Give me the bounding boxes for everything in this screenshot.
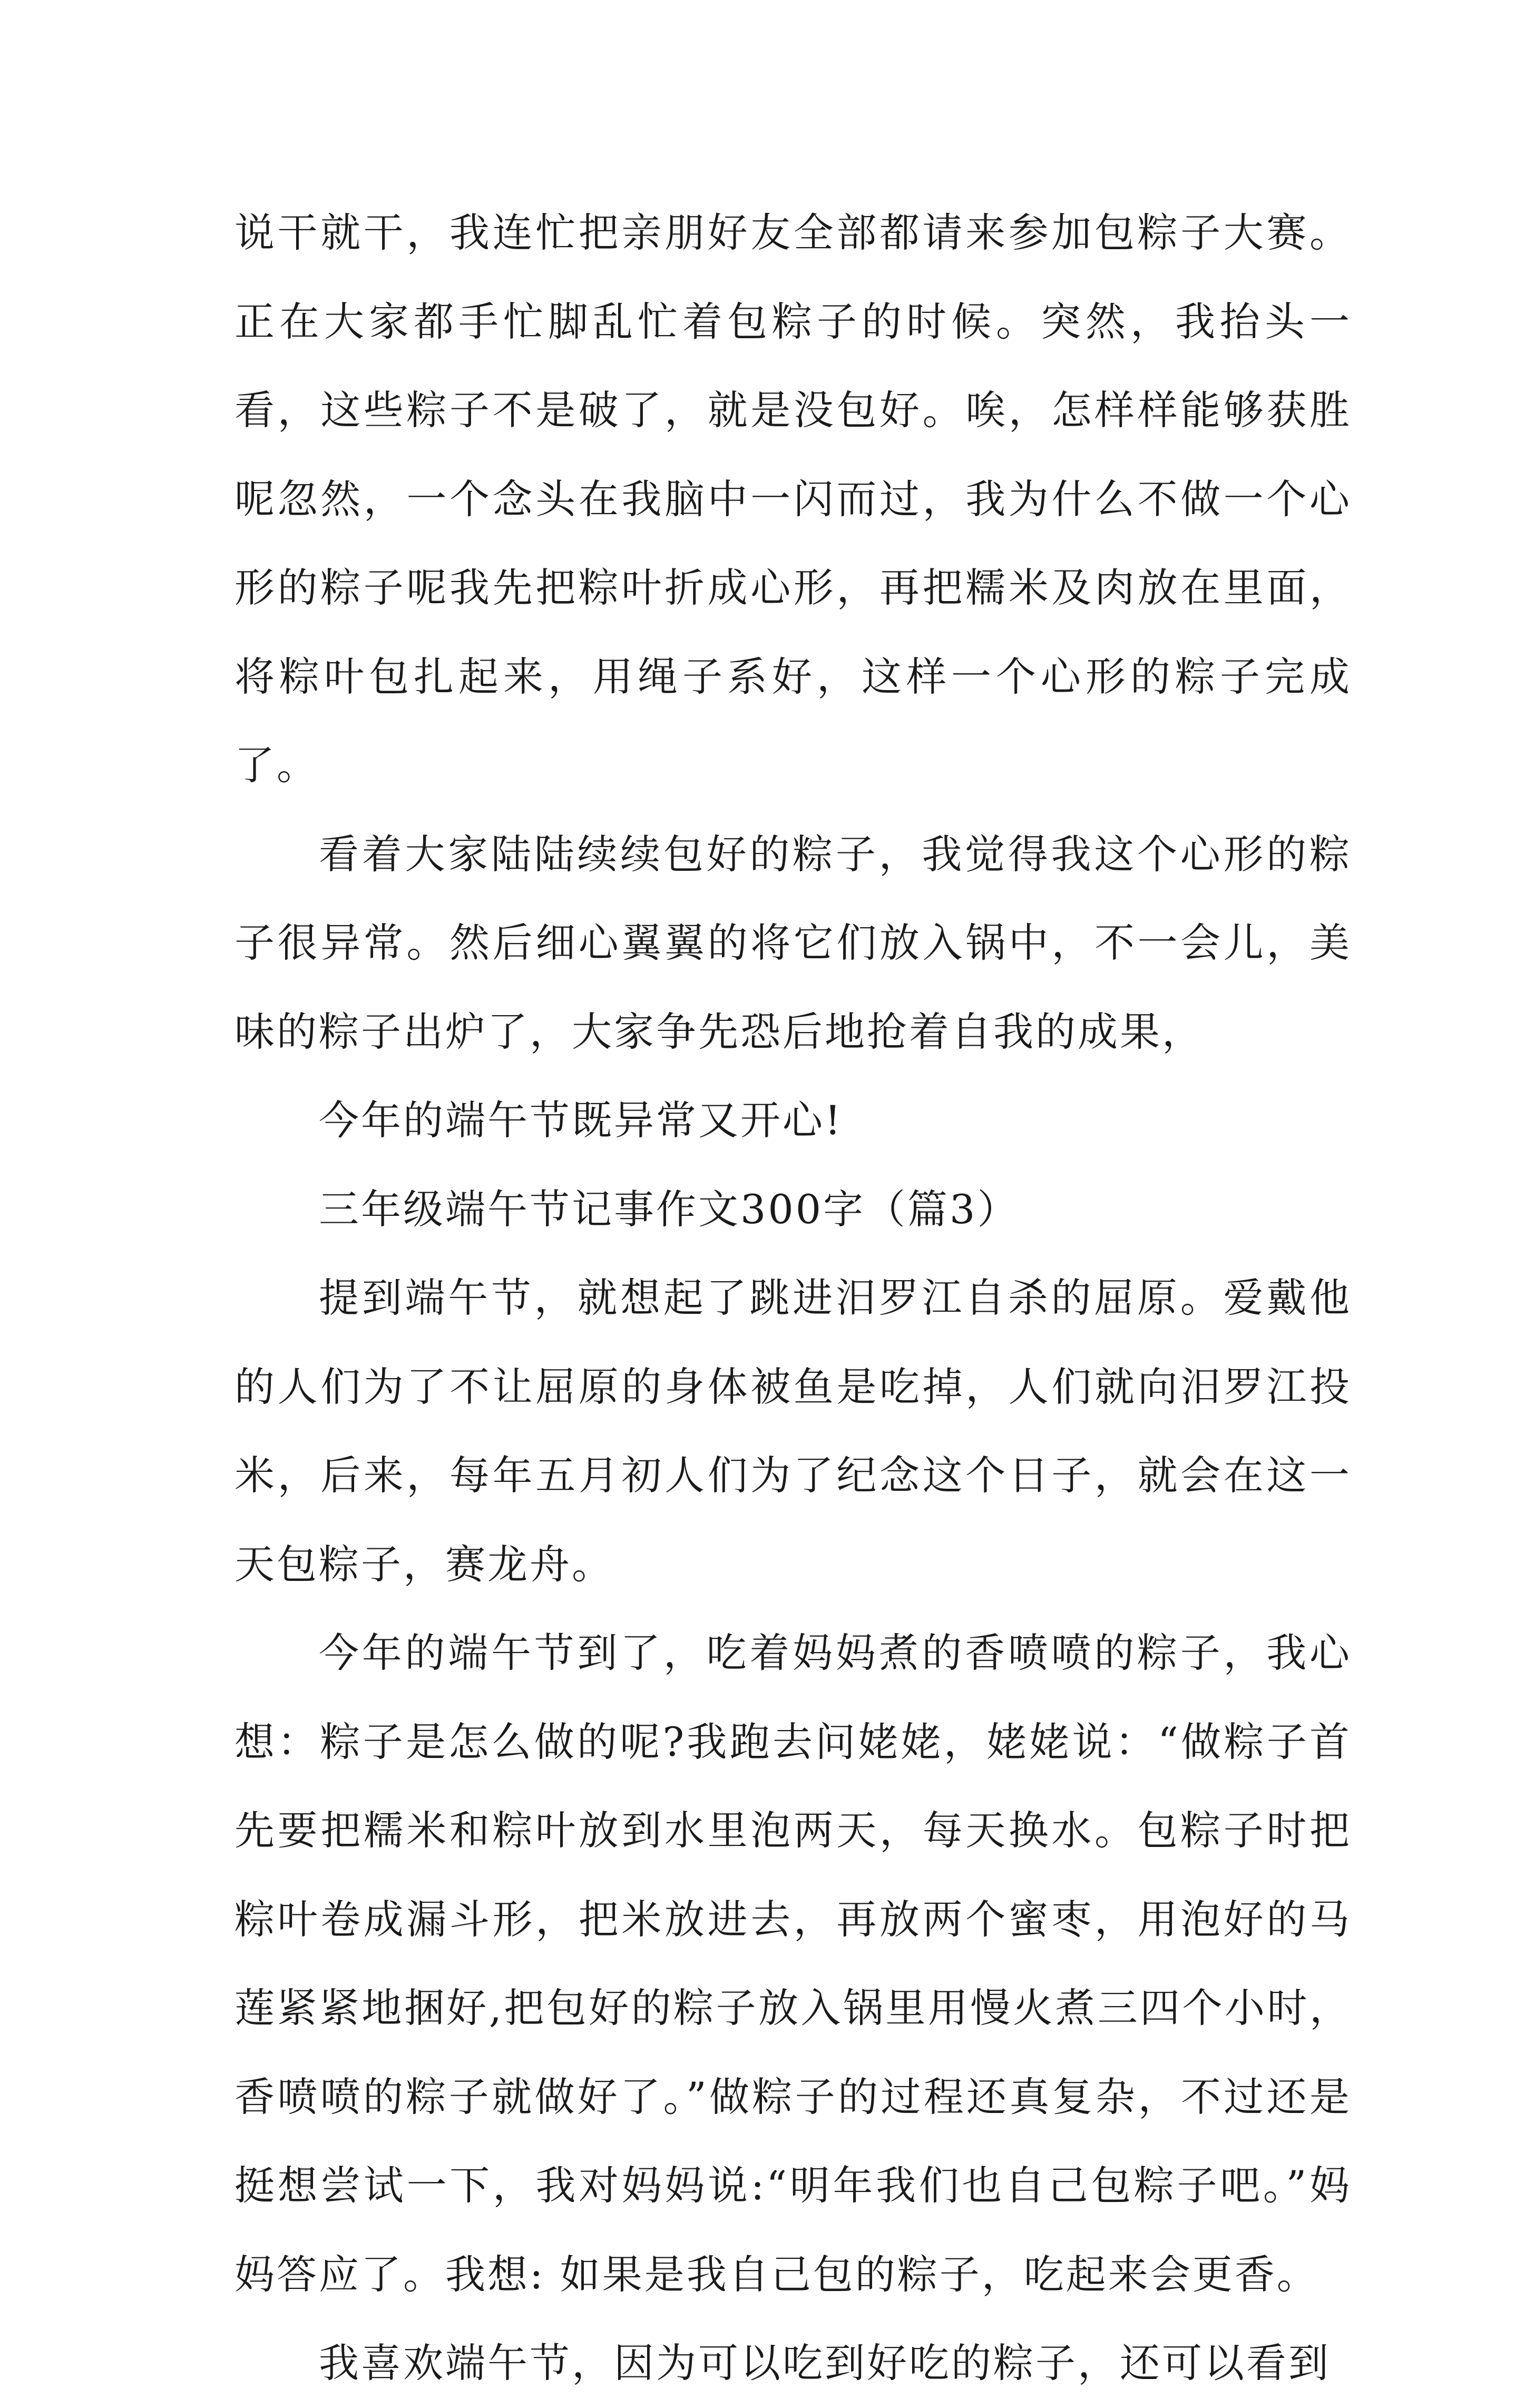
paragraph-1: 说干就干，我连忙把亲朋好友全部都请来参加包粽子大赛。正在大家都手忙脚乱忙着包粽子的时候。突然，我抬头一看，这些粽子不是破了，就是没包好。唉，怎样样能够获胜呢忽然，一个念头在我脑中一闪而过，我为什么不做一个心形的粽子呢我先把粽叶折成心形，再把糯米及肉放在里面，将粽叶包扎起来，用绳子系好，这样一个心形的粽子完成了。 [234,209,1352,789]
essay-body [234,189,1352,2408]
paragraph-6: 我喜欢端午节，因为可以吃到好吃的粽子，还可以看到 [319,2340,1331,2386]
paragraph-5: 今年的端午节到了，吃着妈妈煮的香喷喷的粽子，我心想：粽子是怎么做的呢?我跑去问姥姥，姥姥说：“做粽子首先要把糯米和粽叶放到水里泡两天，每天换水。包粽子时把粽叶卷成漏斗形，把米放进去，再放两个蜜枣，用泡好的马莲紧紧地捆好,把包好的粽子放入锅里用慢火煮三四个小时，香喷喷的粽子就做好了。”做粽子的过程还真复杂，不过还是挺想尝试一下，我对妈妈说:“明年我们也自己包粽子吧。”妈妈答应了。我想: 如果是我自己包的粽子，吃起来会更香。 [234,1629,1352,2298]
section-heading: 三年级端午节记事作文300字（篇3） [319,1185,1020,1233]
paragraph-2: 看着大家陆陆续续包好的粽子，我觉得我这个心形的粽子很异常。然后细心翼翼的将它们放入锅中，不一会儿，美味的粽子出炉了，大家争先恐后地抢着自我的成果， [234,830,1352,1055]
paragraph-4: 提到端午节，就想起了跳进汨罗江自杀的屈原。爱戴他的人们为了不让屈原的身体被鱼是吃掉，人们就向汨罗江投米，后来，每年五月初人们为了纪念这个日子，就会在这一天包粽子，赛龙舟。 [234,1274,1352,1588]
paragraph-3: 今年的端午节既异常又开心! [319,1097,843,1144]
